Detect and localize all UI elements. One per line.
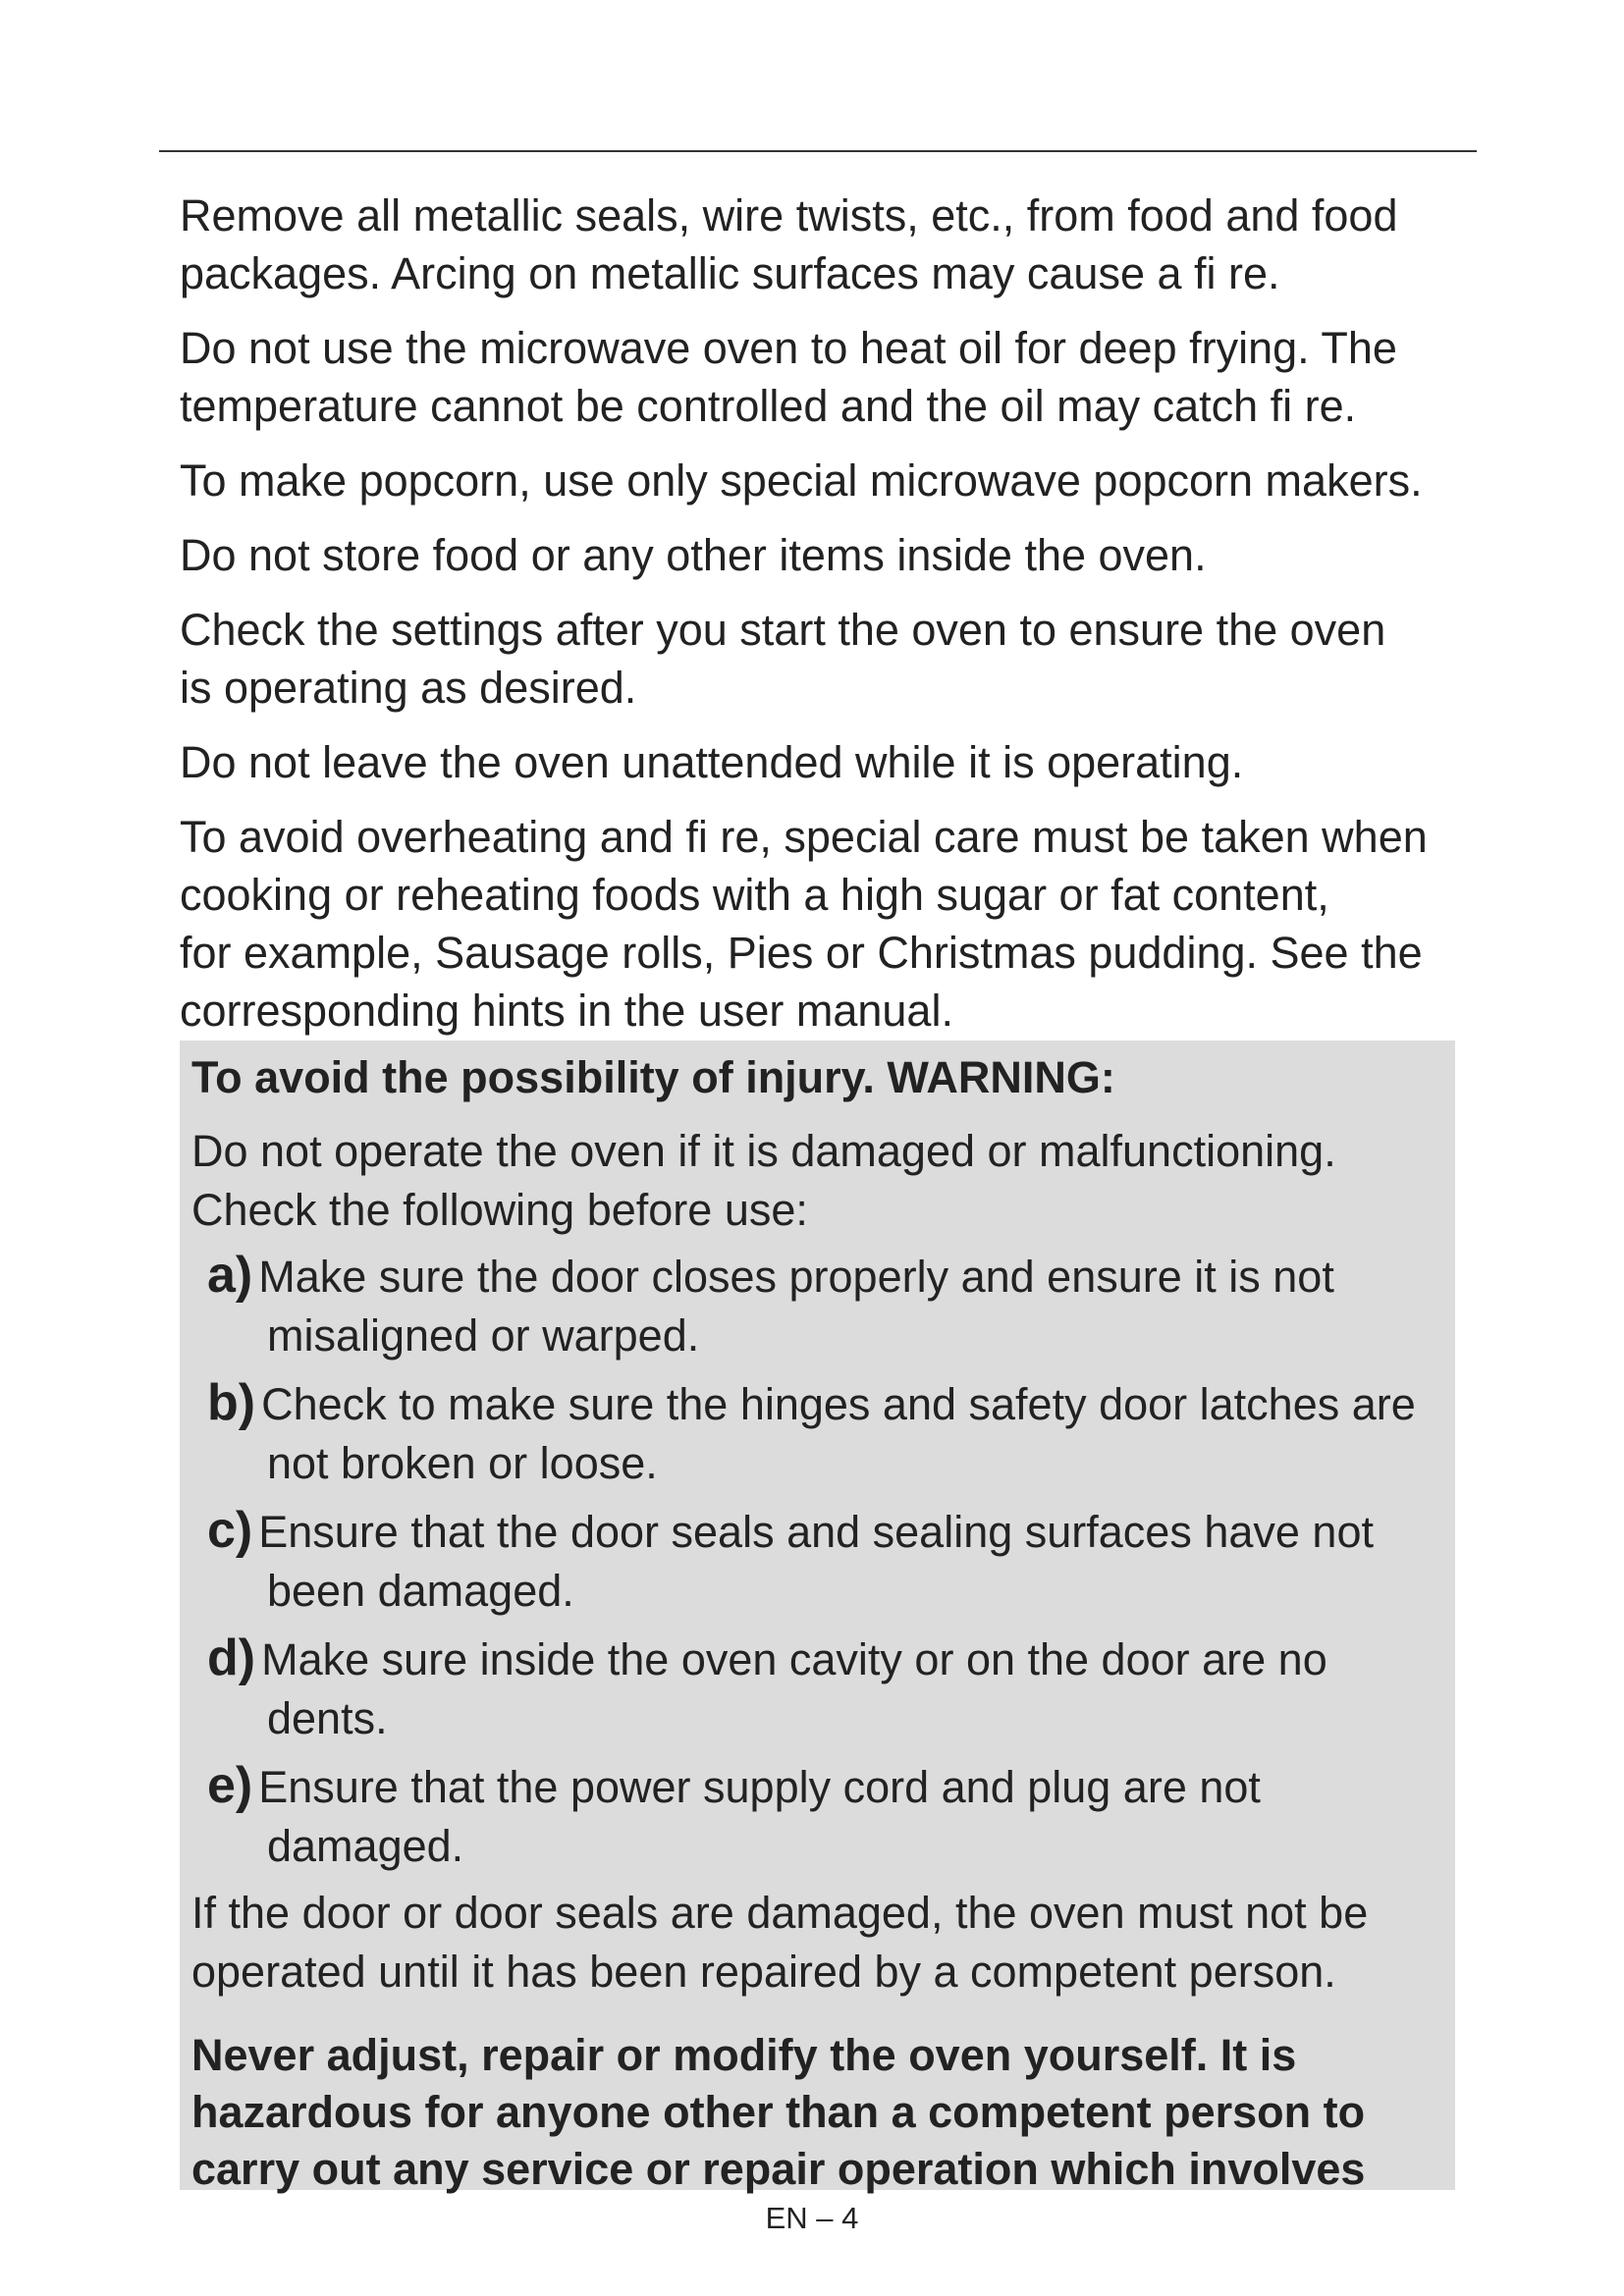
checklist-letter: a) bbox=[207, 1247, 253, 1304]
warning-intro-line: Check the following before use: bbox=[191, 1185, 808, 1235]
paragraph-line: Do not use the microwave oven to heat oil for deep frying. The bbox=[180, 323, 1397, 373]
warning-repair-line: operated until it has been repaired by a competent person. bbox=[191, 1947, 1336, 1997]
checklist-text-continued: damaged. bbox=[267, 1821, 464, 1871]
warning-intro bbox=[191, 1122, 1455, 1240]
checklist-text: Make sure inside the oven cavity or on the door are no bbox=[261, 1634, 1327, 1684]
checklist-item-d bbox=[191, 1629, 1455, 1748]
checklist-text: Ensure that the power supply cord and plug are not bbox=[258, 1762, 1261, 1812]
paragraph-unattended bbox=[180, 733, 1476, 791]
safety-instructions bbox=[180, 187, 1476, 1056]
checklist-text-continued: been damaged. bbox=[267, 1566, 574, 1616]
warning-bold-line: carry out any service or repair operation which involves bbox=[191, 2144, 1366, 2194]
warning-bold-note bbox=[191, 2027, 1455, 2198]
paragraph-line: Do not store food or any other items inside the oven. bbox=[180, 530, 1207, 580]
paragraph-deep-frying bbox=[180, 319, 1476, 435]
paragraph-line: Remove all metallic seals, wire twists, etc., from food and food bbox=[180, 190, 1398, 240]
checklist-item-a bbox=[191, 1246, 1455, 1365]
checklist-item-b bbox=[191, 1373, 1455, 1493]
warning-bold-line: Never adjust, repair or modify the oven yourself. It is bbox=[191, 2030, 1297, 2080]
checklist-letter: c) bbox=[207, 1502, 253, 1559]
checklist-text-continued: dents. bbox=[267, 1693, 388, 1743]
paragraph-metallic-seals bbox=[180, 187, 1476, 302]
paragraph-line: corresponding hints in the user manual. bbox=[180, 986, 953, 1036]
paragraph-line: To avoid overheating and fi re, special care must be taken when bbox=[180, 812, 1428, 862]
paragraph-overheating bbox=[180, 808, 1476, 1040]
paragraph-line: temperature cannot be controlled and the oil may catch fi re. bbox=[180, 381, 1357, 431]
warning-bold-line: hazardous for anyone other than a competent person to bbox=[191, 2087, 1366, 2137]
paragraph-check-settings bbox=[180, 601, 1476, 717]
checklist-letter: b) bbox=[207, 1374, 256, 1431]
checklist-item-c bbox=[191, 1501, 1455, 1621]
checklist-text-continued: misaligned or warped. bbox=[267, 1310, 700, 1361]
checklist-text-continued: not broken or loose. bbox=[267, 1438, 658, 1488]
warning-heading: To avoid the possibility of injury. WARNING: bbox=[191, 1052, 1115, 1102]
checklist bbox=[191, 1246, 1455, 1876]
warning-box bbox=[180, 1041, 1455, 2194]
checklist-letter: e) bbox=[207, 1757, 253, 1814]
checklist-item-e bbox=[191, 1756, 1455, 1876]
paragraph-popcorn bbox=[180, 452, 1476, 509]
header-rule bbox=[159, 150, 1477, 152]
paragraph-line: packages. Arcing on metallic surfaces may cause a fi re. bbox=[180, 248, 1280, 298]
warning-intro-line: Do not operate the oven if it is damaged or malfunctioning. bbox=[191, 1126, 1336, 1176]
paragraph-line: To make popcorn, use only special microwave popcorn makers. bbox=[180, 455, 1423, 506]
checklist-text: Make sure the door closes properly and ensure it is not bbox=[258, 1252, 1334, 1302]
warning-repair-note bbox=[191, 1884, 1455, 2002]
paragraph-line: cooking or reheating foods with a high sugar or fat content, bbox=[180, 870, 1329, 920]
paragraph-line: is operating as desired. bbox=[180, 663, 637, 713]
paragraph-line: Do not leave the oven unattended while it is operating. bbox=[180, 737, 1244, 787]
checklist-letter: d) bbox=[207, 1629, 256, 1686]
paragraph-line: Check the settings after you start the oven to ensure the oven bbox=[180, 605, 1386, 655]
checklist-text: Ensure that the door seals and sealing surfaces have not bbox=[258, 1507, 1374, 1557]
page-number: EN – 4 bbox=[765, 2201, 859, 2235]
paragraph-storage bbox=[180, 526, 1476, 584]
checklist-text: Check to make sure the hinges and safety door latches are bbox=[261, 1379, 1416, 1429]
paragraph-line: for example, Sausage rolls, Pies or Christmas pudding. See the bbox=[180, 928, 1423, 978]
warning-repair-line: If the door or door seals are damaged, the oven must not be bbox=[191, 1888, 1369, 1938]
